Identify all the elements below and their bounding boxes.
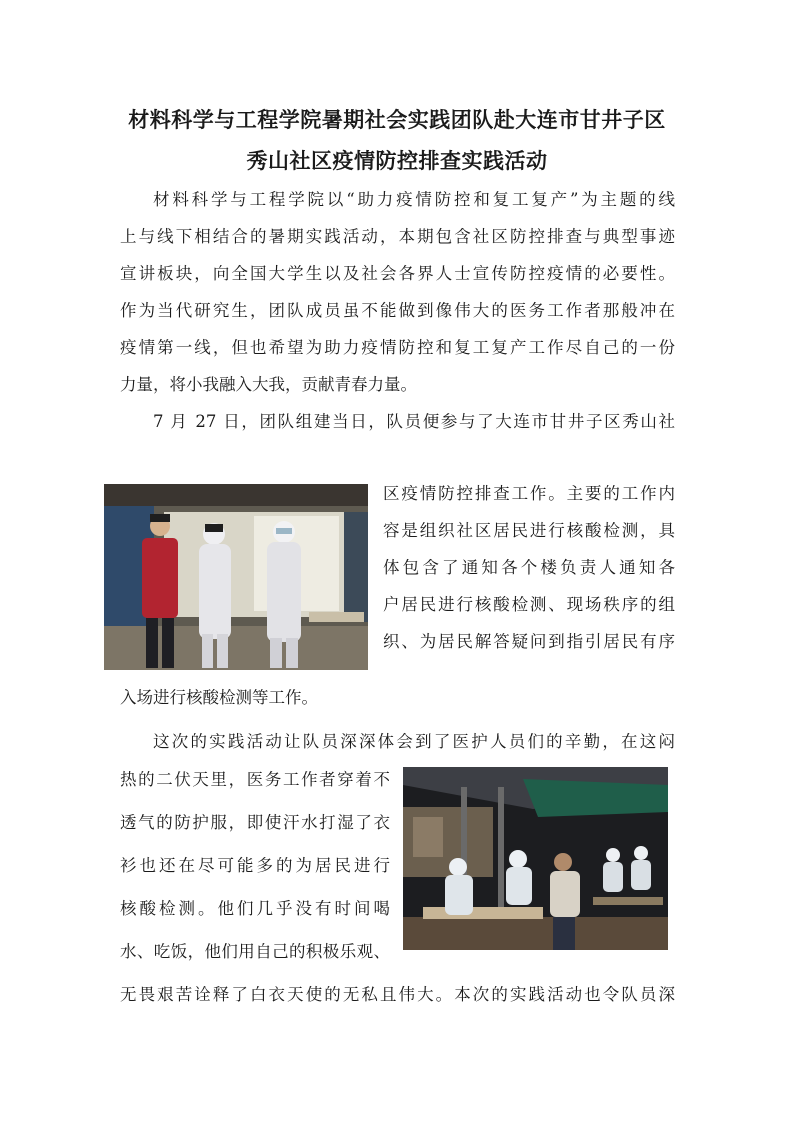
paragraph-2-line: 区疫情防控排查工作。主要的工作内 xyxy=(383,484,675,503)
paragraph-3-line: 水、吃饭，他们用自己的积极乐观、 xyxy=(120,942,390,961)
paragraph-3-line: 透气的防护服，即使汗水打湿了衣 xyxy=(120,813,390,832)
testing-site-photo xyxy=(403,767,668,950)
paragraph-1-line: 上与线下相结合的暑期实践活动，本期包含社区防控排查与典型事迹 xyxy=(120,227,675,246)
paragraph-1-line: 作为当代研究生，团队成员虽不能做到像伟大的医务工作者那般冲在 xyxy=(120,301,675,320)
paragraph-2-line: 织、为居民解答疑问到指引居民有序 xyxy=(383,632,675,651)
paragraph-2-line: 入场进行核酸检测等工作。 xyxy=(120,688,318,707)
page-title: 材料科学与工程学院暑期社会实践团队赴大连市甘井子区 xyxy=(128,108,666,132)
paragraph-2-line: 体包含了通知各个楼负责人通知各 xyxy=(383,558,675,577)
volunteers-photo xyxy=(104,484,368,670)
paragraph-3-line: 核酸检测。他们几乎没有时间喝 xyxy=(120,899,390,918)
paragraph-2-line: 7 月 27 日，团队组建当日，队员便参与了大连市甘井子区秀山社 xyxy=(153,412,675,431)
paragraph-1-line: 材料科学与工程学院以“助力疫情防控和复工复产”为主题的线 xyxy=(153,190,675,209)
paragraph-3-line: 这次的实践活动让队员深深体会到了医护人员们的辛勤，在这闷 xyxy=(153,732,675,751)
paragraph-3-line: 无畏艰苦诠释了白衣天使的无私且伟大。本次的实践活动也令队员深 xyxy=(120,985,675,1004)
paragraph-1-line: 疫情第一线，但也希望为助力疫情防控和复工复产工作尽自己的一份 xyxy=(120,338,675,357)
paragraph-3-line: 热的二伏天里，医务工作者穿着不 xyxy=(120,770,390,789)
paragraph-1-line: 宣讲板块，向全国大学生以及社会各界人士宣传防控疫情的必要性。 xyxy=(120,264,675,283)
page-subtitle: 秀山社区疫情防控排查实践活动 xyxy=(246,149,548,173)
paragraph-2-line: 户居民进行核酸检测、现场秩序的组 xyxy=(383,595,675,614)
paragraph-1-line: 力量，将小我融入大我，贡献青春力量。 xyxy=(120,375,417,394)
paragraph-3-line: 衫也还在尽可能多的为居民进行 xyxy=(120,856,390,875)
paragraph-2-line: 容是组织社区居民进行核酸检测，具 xyxy=(383,521,675,540)
